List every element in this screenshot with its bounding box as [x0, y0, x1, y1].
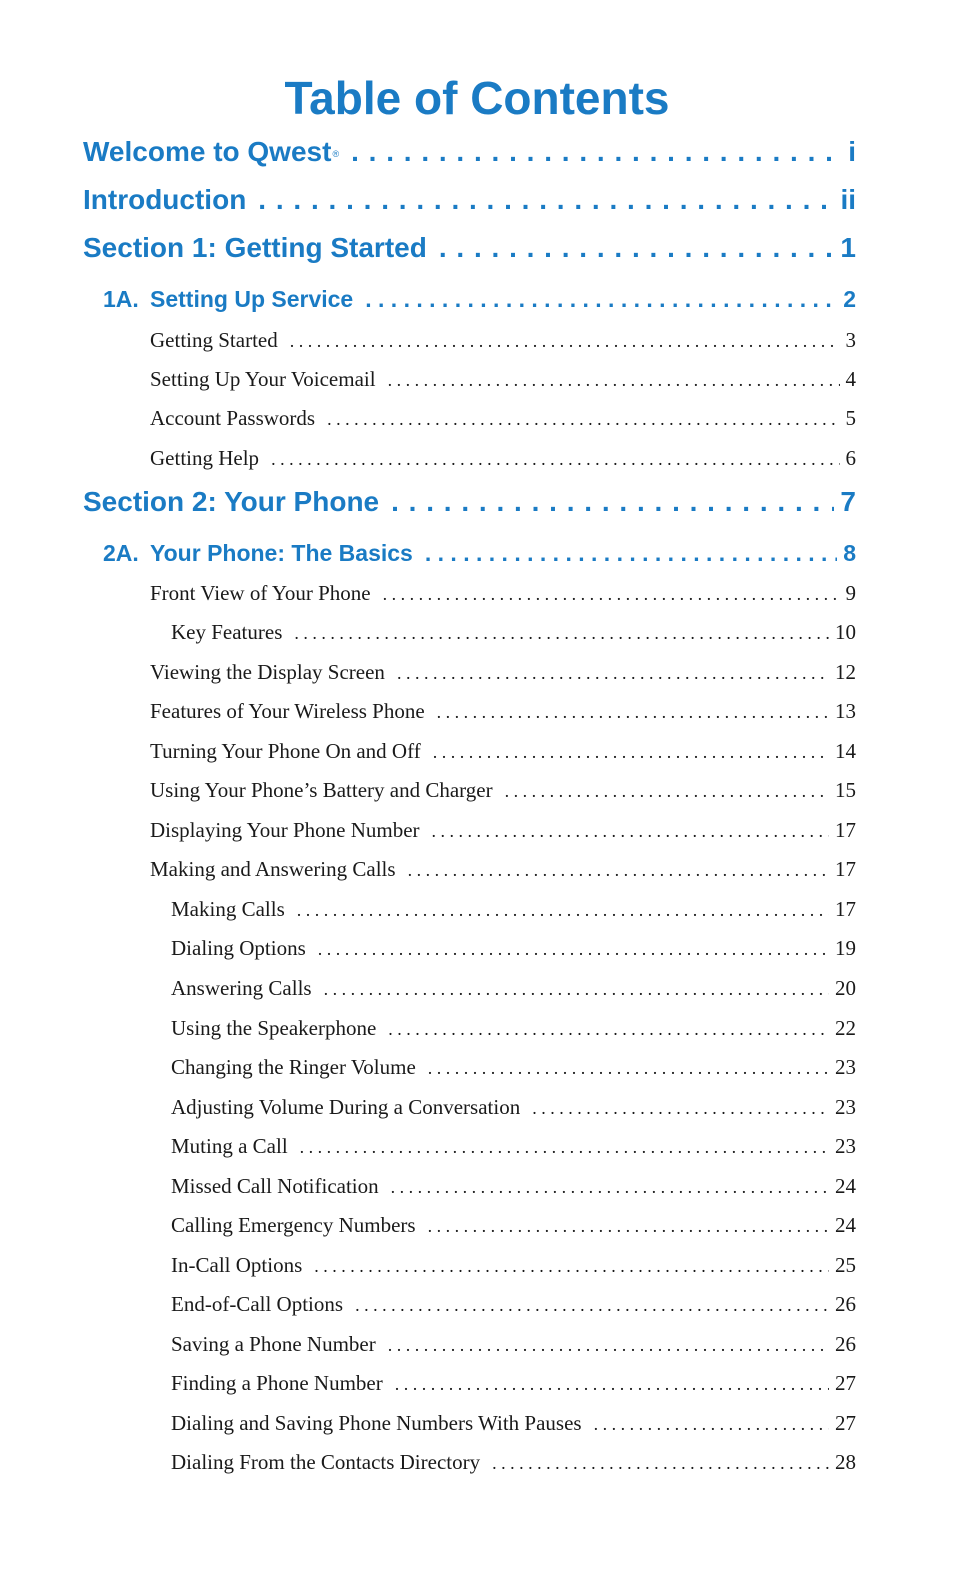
- toc-entry-page: 10: [835, 620, 856, 644]
- toc-entry-page: ii: [840, 184, 856, 215]
- toc-entry-page: 24: [835, 1213, 856, 1237]
- toc-entry-label: Adjusting Volume During a Conversation: [171, 1095, 521, 1119]
- toc-entry-page: 5: [845, 406, 856, 430]
- toc-entry-making-answering[interactable]: [150, 855, 856, 884]
- dot-leader: [388, 1015, 829, 1043]
- toc-entry-label: Changing the Ringer Volume: [171, 1055, 416, 1079]
- toc-entry-label: Front View of Your Phone: [150, 581, 371, 605]
- dot-leader: [408, 856, 829, 884]
- dot-leader: [365, 284, 837, 314]
- toc-entry-page: 23: [835, 1134, 856, 1158]
- dot-leader: [437, 698, 829, 726]
- dot-leader: [391, 1173, 829, 1201]
- dot-leader: [532, 1094, 829, 1122]
- toc-entry-label: Introduction: [83, 184, 247, 215]
- toc-entry-phone-number[interactable]: [150, 816, 856, 845]
- dot-leader: [432, 817, 829, 845]
- toc-entry-label: Section 2: Your Phone: [83, 486, 380, 517]
- dot-leader: [505, 777, 829, 805]
- toc-entry-label: End-of-Call Options: [171, 1292, 344, 1316]
- toc-entry-dialing-options[interactable]: [171, 934, 856, 963]
- toc-entry-page: 27: [835, 1371, 856, 1395]
- toc-entry-page: 1: [840, 232, 856, 263]
- toc-entry-page: 8: [843, 540, 856, 566]
- toc-entry-pauses[interactable]: [171, 1409, 856, 1438]
- dot-leader: [351, 134, 842, 170]
- toc-entry-label: Dialing and Saving Phone Numbers With Pauses: [171, 1411, 582, 1435]
- dot-leader: [324, 975, 829, 1003]
- toc-entry-page: 25: [835, 1253, 856, 1277]
- toc-entry-key-features[interactable]: [171, 618, 856, 647]
- toc-entry-in-call[interactable]: [171, 1251, 856, 1280]
- toc-entry-page: 26: [835, 1332, 856, 1356]
- dot-leader: [258, 182, 834, 218]
- dot-leader: [397, 659, 829, 687]
- dot-leader: [383, 580, 840, 608]
- toc-entry-muting[interactable]: [171, 1132, 856, 1161]
- toc-entry-speakerphone[interactable]: [171, 1014, 856, 1043]
- toc-entry-page: 2: [843, 286, 856, 312]
- toc-entry-label: Making Calls: [171, 897, 285, 921]
- toc-entry-getting-help[interactable]: [150, 444, 856, 473]
- dot-leader: [300, 1133, 829, 1161]
- toc-entry-page: 3: [845, 328, 856, 352]
- toc-entry-page: 20: [835, 976, 856, 1000]
- toc-entry-label: Missed Call Notification: [171, 1174, 379, 1198]
- toc-entry-ringer-volume[interactable]: [171, 1053, 856, 1082]
- dot-leader: [388, 1331, 829, 1359]
- toc-entry-page: 12: [835, 660, 856, 684]
- toc-entry-welcome[interactable]: [83, 134, 856, 170]
- toc-entry-label: Finding a Phone Number: [171, 1371, 383, 1395]
- dot-leader: [297, 896, 829, 924]
- toc-entry-label: Using the Speakerphone: [171, 1016, 377, 1040]
- toc-entry-account-passwords[interactable]: [150, 404, 856, 433]
- toc-entry-display-screen[interactable]: [150, 658, 856, 687]
- toc-entry-page: 28: [835, 1450, 856, 1474]
- dot-leader: [439, 230, 835, 266]
- toc-entry-page: 22: [835, 1016, 856, 1040]
- toc-entry-label: Viewing the Display Screen: [150, 660, 385, 684]
- toc-entry-label: Using Your Phone’s Battery and Charger: [150, 778, 493, 802]
- toc-entry-page: 14: [835, 739, 856, 763]
- dot-leader: [290, 327, 840, 355]
- toc-entry-page: 27: [835, 1411, 856, 1435]
- toc-entry-label: Saving a Phone Number: [171, 1332, 376, 1356]
- toc-entry-end-of-call[interactable]: [171, 1290, 856, 1319]
- toc-entry-page: i: [848, 136, 856, 167]
- toc-entry-page: 23: [835, 1055, 856, 1079]
- toc-entry-page: 24: [835, 1174, 856, 1198]
- page-title: Table of Contents: [284, 72, 670, 124]
- toc-entry-label: Answering Calls: [171, 976, 312, 1000]
- toc-entry-label: In-Call Options: [171, 1253, 303, 1277]
- toc-entry-label: 2A. Your Phone: The Basics: [103, 540, 413, 566]
- toc-entry-label: Making and Answering Calls: [150, 857, 396, 881]
- toc-entry-label: Key Features: [171, 620, 283, 644]
- toc-entry-label: Calling Emergency Numbers: [171, 1213, 416, 1237]
- dot-leader: [314, 1252, 829, 1280]
- registered-mark: ®: [332, 149, 340, 159]
- toc-entry-label: Features of Your Wireless Phone: [150, 699, 425, 723]
- toc-entry-front-view[interactable]: [150, 579, 856, 608]
- toc-entry-page: 19: [835, 936, 856, 960]
- dot-leader: [594, 1410, 829, 1438]
- toc-entry-2a[interactable]: [103, 538, 856, 568]
- toc-entry-page: 17: [835, 818, 856, 842]
- toc-entry-page: 9: [845, 581, 856, 605]
- toc-entry-label: 1A. Setting Up Service: [103, 286, 354, 312]
- toc-entry-label: Dialing From the Contacts Directory: [171, 1450, 481, 1474]
- dot-leader: [425, 538, 837, 568]
- dot-leader: [388, 366, 840, 394]
- toc-entry-emergency[interactable]: [171, 1211, 856, 1240]
- dot-leader: [391, 484, 834, 520]
- toc-entry-finding-number[interactable]: [171, 1369, 856, 1398]
- toc-entry-page: 6: [845, 446, 856, 470]
- toc-entry-label: Turning Your Phone On and Off: [150, 739, 421, 763]
- toc-entry-page: 17: [835, 857, 856, 881]
- toc-entry-page: 13: [835, 699, 856, 723]
- toc-entry-page: 26: [835, 1292, 856, 1316]
- toc-entry-number: 1A.: [103, 286, 139, 312]
- toc-entry-label: Muting a Call: [171, 1134, 288, 1158]
- toc-entry-features[interactable]: [150, 697, 856, 726]
- dot-leader: [395, 1370, 829, 1398]
- toc-entry-page: 15: [835, 778, 856, 802]
- dot-leader: [355, 1291, 829, 1319]
- dot-leader: [318, 935, 829, 963]
- toc-entry-voicemail[interactable]: [150, 365, 856, 394]
- toc-entry-page: 17: [835, 897, 856, 921]
- toc-entry-label: Section 1: Getting Started: [83, 232, 427, 263]
- toc-entry-adjusting-volume[interactable]: [171, 1093, 856, 1122]
- toc-entry-number: 2A.: [103, 540, 139, 566]
- toc-entry-answering-calls[interactable]: [171, 974, 856, 1003]
- dot-leader: [428, 1054, 829, 1082]
- toc-entry-page: 7: [840, 486, 856, 517]
- toc-entry-section-1[interactable]: [83, 230, 856, 266]
- toc-entry-getting-started[interactable]: [150, 326, 856, 355]
- toc-entry-saving-number[interactable]: [171, 1330, 856, 1359]
- toc-entry-label: Displaying Your Phone Number: [150, 818, 420, 842]
- toc-entry-label: Setting Up Your Voicemail: [150, 367, 376, 391]
- dot-leader: [294, 619, 829, 647]
- toc-entry-label: Account Passwords: [150, 406, 316, 430]
- toc-entry-label: Dialing Options: [171, 936, 306, 960]
- dot-leader: [428, 1212, 829, 1240]
- toc-entry-label: Welcome to Qwest®: [83, 136, 340, 167]
- toc-entry-making-calls[interactable]: [171, 895, 856, 924]
- dot-leader: [433, 738, 829, 766]
- toc-entry-missed-call[interactable]: [171, 1172, 856, 1201]
- toc-entry-label: Getting Help: [150, 446, 260, 470]
- toc-entry-label: Getting Started: [150, 328, 278, 352]
- dot-leader: [327, 405, 839, 433]
- toc-entry-on-off[interactable]: [150, 737, 856, 766]
- toc-entry-introduction[interactable]: [83, 182, 856, 218]
- dot-leader: [492, 1449, 829, 1477]
- toc-entry-section-2[interactable]: [83, 484, 856, 520]
- dot-leader: [271, 445, 839, 473]
- toc-entry-battery[interactable]: [150, 776, 856, 805]
- toc-entry-1a[interactable]: [103, 284, 856, 314]
- toc-entry-contacts-directory[interactable]: [171, 1448, 856, 1477]
- toc-entry-page: 23: [835, 1095, 856, 1119]
- toc-entry-page: 4: [845, 367, 856, 391]
